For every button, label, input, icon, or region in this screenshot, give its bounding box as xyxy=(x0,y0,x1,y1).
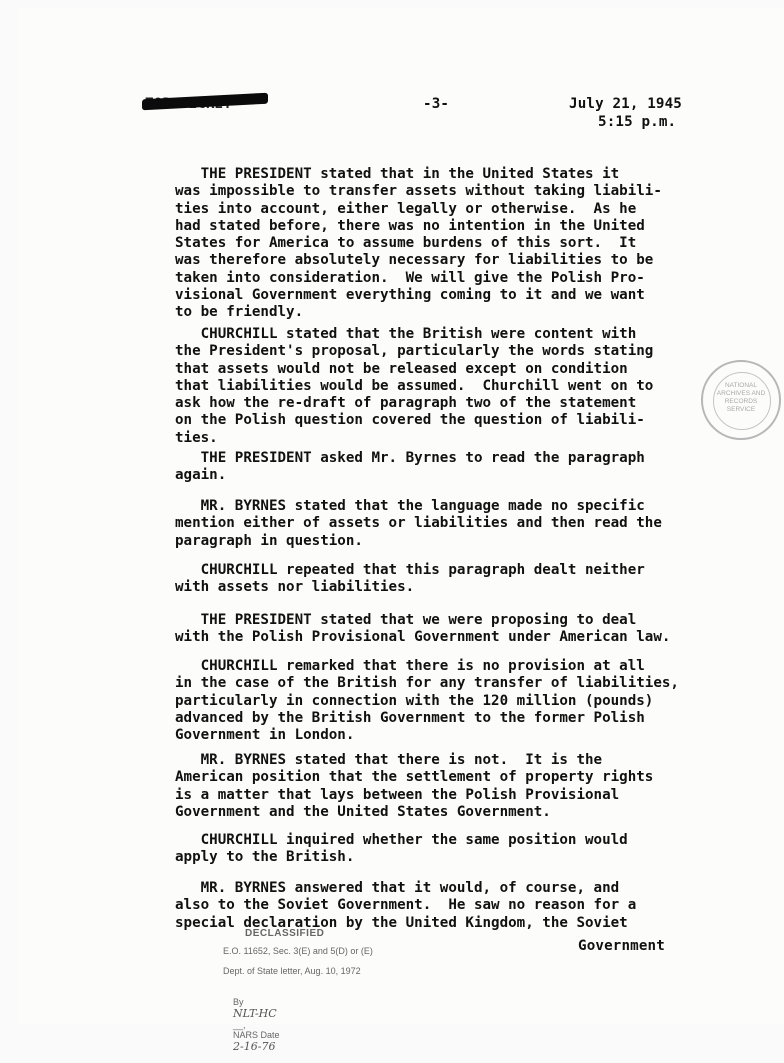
paragraph xyxy=(175,880,735,932)
paragraph-line: again. xyxy=(175,467,227,484)
paragraph-line: that liabilities would be assumed. Churchill went on to xyxy=(175,377,654,394)
paragraph-line: American position that the settlement of property rights xyxy=(175,769,654,786)
paragraph-line: ties. xyxy=(175,429,218,446)
paragraph-line: with assets nor liabilities. xyxy=(175,579,415,596)
paragraph xyxy=(175,166,735,322)
paragraph-line: with the Polish Provisional Government under American law. xyxy=(175,629,671,646)
paragraph-line: THE PRESIDENT stated that in the United States it xyxy=(175,166,620,182)
paragraph-line: in the case of the British for any transfer of liabilities, xyxy=(175,675,679,692)
paragraph-line: that assets would not be released except on condition xyxy=(175,360,628,377)
paragraph-line: to be friendly. xyxy=(175,304,304,321)
paragraph xyxy=(175,612,735,647)
stamp-line: SERVICE xyxy=(726,406,756,413)
library-stamp xyxy=(701,360,781,440)
paragraph-line: THE PRESIDENT stated that we were proposing to deal xyxy=(175,612,637,628)
paragraph-line: CHURCHILL inquired whether the same position would xyxy=(175,832,628,848)
paragraph-line: paragraph in question. xyxy=(175,532,363,549)
page-number: -3- xyxy=(423,96,450,112)
paragraph-line: States for America to assume burdens of this sort. It xyxy=(175,235,637,252)
paragraph-line: CHURCHILL remarked that there is no provision at all xyxy=(175,658,645,674)
declassified-authority: E.O. 11652, Sec. 3(E) and 5(D) or (E) xyxy=(223,946,373,956)
declassified-by xyxy=(223,987,280,1063)
nars-date: 2-16-76 xyxy=(233,1040,276,1053)
stamp-line: RECORDS xyxy=(724,398,758,405)
paragraph-line: MR. BYRNES stated that there is not. It is the xyxy=(175,752,603,768)
paragraph-line: MR. BYRNES answered that it would, of course, and xyxy=(175,880,620,896)
paragraph xyxy=(175,752,735,821)
stamp-inner-ring xyxy=(713,372,771,430)
paragraph-line: special declaration by the United Kingdom, the Soviet xyxy=(175,914,628,931)
document-date: July 21, 1945 xyxy=(569,96,682,112)
by-signature: NLT-HC xyxy=(233,1007,277,1020)
paragraph-line: MR. BYRNES stated that the language made no specific xyxy=(175,498,645,514)
paragraph-line: was therefore absolutely necessary for liabilities to be xyxy=(175,252,654,269)
paragraph-line: ties into account, either legally or otherwise. As he xyxy=(175,200,637,217)
by-label: By xyxy=(233,997,244,1007)
paragraph xyxy=(175,326,735,447)
declassified-title: DECLASSIFIED xyxy=(245,928,325,939)
paragraph-line: Government in London. xyxy=(175,727,355,744)
paragraph-line: had stated before, there was no intention in the United xyxy=(175,217,645,234)
paragraph-line: taken into consideration. We will give the Polish Pro- xyxy=(175,269,645,286)
paragraph-line: CHURCHILL repeated that this paragraph dealt neither xyxy=(175,562,645,578)
catchword: Government xyxy=(578,938,665,954)
paragraph-line: also to the Soviet Government. He saw no reason for a xyxy=(175,897,637,914)
document-page xyxy=(18,8,784,1053)
paragraph-line: particularly in connection with the 120 million (pounds) xyxy=(175,692,654,709)
paragraph-line: Government and the United States Government. xyxy=(175,803,551,820)
paragraph-line: on the Polish question covered the question of liabili- xyxy=(175,412,645,429)
declassified-letter: Dept. of State letter, Aug. 10, 1972 xyxy=(223,966,361,976)
paragraph-line: is a matter that lays between the Polish Provisional xyxy=(175,786,620,803)
paragraph-line: mention either of assets or liabilities and then read the xyxy=(175,515,662,532)
paragraph xyxy=(175,498,735,550)
paragraph-line: ask how the re-draft of paragraph two of the statement xyxy=(175,395,637,412)
paragraph-line: apply to the British. xyxy=(175,849,355,866)
paragraph-line: the President's proposal, particularly the words stating xyxy=(175,343,654,360)
paragraph-line: was impossible to transfer assets without taking liabili- xyxy=(175,183,662,200)
stamp-line: NATIONAL xyxy=(724,382,758,389)
by-underline: __, xyxy=(233,1020,246,1030)
paragraph-line: visional Government everything coming to it and we want xyxy=(175,287,645,304)
paragraph-line: CHURCHILL stated that the British were content with xyxy=(175,326,637,342)
paragraph xyxy=(175,658,735,744)
nars-label: NARS Date xyxy=(233,1030,280,1040)
document-time: 5:15 p.m. xyxy=(598,114,677,130)
stamp-line: ARCHIVES AND xyxy=(716,390,766,397)
paragraph-line: advanced by the British Government to the former Polish xyxy=(175,709,645,726)
paragraph xyxy=(175,832,735,867)
paragraph xyxy=(175,562,735,597)
paragraph xyxy=(175,450,735,485)
paragraph-line: THE PRESIDENT asked Mr. Byrnes to read the paragraph xyxy=(175,450,645,466)
